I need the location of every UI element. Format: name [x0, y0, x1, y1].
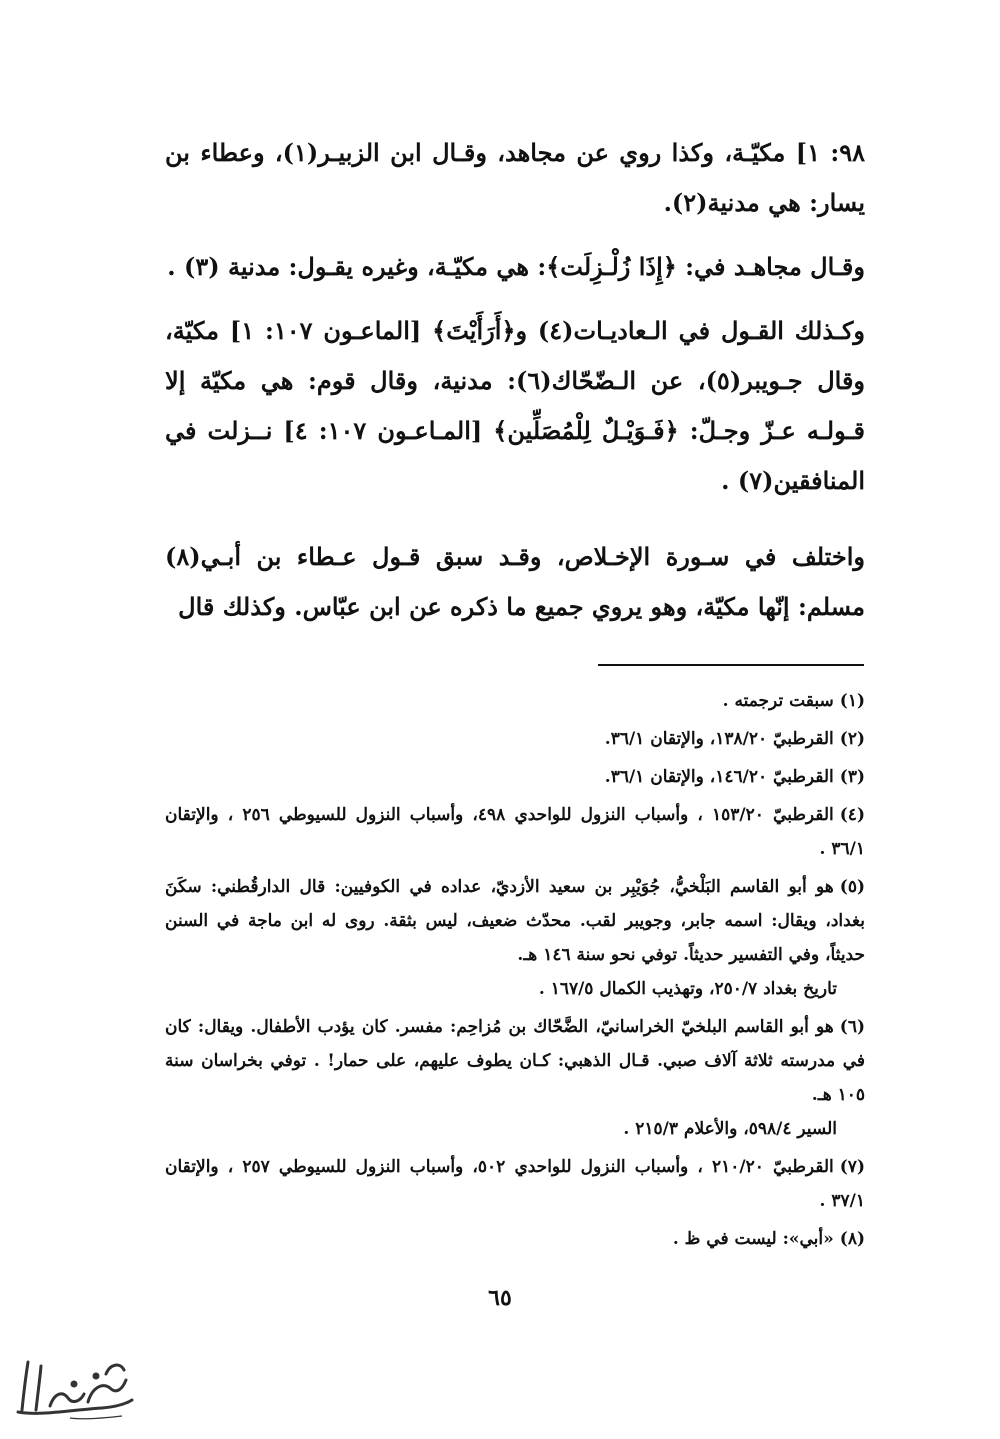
main-text: [165, 128, 865, 646]
footnote-6: [165, 1010, 865, 1146]
footnote-text: هو أبو القاسم البَلْخيُّ، جُوَيْبِر بن سعيد الأزديّ، عداده في الكوفيين: قال الدارقُطني: سكَنَ بغداد، ويقال: اسمه جابر، وجويبر لقب. محدّث ضعيف، ليس بثقة. روى له ابن ماجة في السنن حديثاً، وفي التفسير حديثاً. توفي نحو سنة ١٤٦ هـ.: [165, 877, 865, 965]
footnote-8: [165, 1222, 865, 1256]
footnote-text: «أبي»: ليست في ظ .: [672, 1229, 834, 1249]
footnote-text: سبقت ترجمته .: [722, 691, 834, 711]
footnote-number: (٨): [839, 1229, 865, 1249]
paragraph-1: ٩٨: ١] مكيّـة، وكذا روي عن مجاهد، وقـال ابن الزبيـر(١)، وعطاء بن يسار: هي مدنية(٢).: [165, 138, 865, 217]
footnote-text: القرطبيّ ١٤٦/٢٠، والإتقان ٣٦/١.: [604, 767, 834, 787]
footnote-text: القرطبيّ ٢١٠/٢٠ ، وأسباب النزول للواحدي ٥٠٢، وأسباب النزول للسيوطي ٢٥٧ ، والإتقان ٣٧/١ .: [165, 1157, 865, 1211]
footnote-number: (٧): [839, 1157, 865, 1177]
paragraph-2: وقـال مجاهـد في: ﴿إِذَا زُلْـزِلَت﴾: هي مكيّـة، وغيره يقـول: مدنية (٣) .: [167, 252, 865, 281]
footnote-separator: [598, 664, 864, 666]
paragraph-4: واختلف في سـورة الإخـلاص، وقـد سبق قـول عـطاء بن أبـي(٨) مسلم: إنّها مكيّة، وهو يروي جميع ما ذكره عن ابن عبّاس. وكذلك قال: [165, 542, 865, 621]
footnote-3: [165, 760, 865, 794]
footnote-source: تاريخ بغداد ٢٥٠/٧، وتهذيب الكمال ١٦٧/٥ .: [538, 979, 837, 999]
footnote-number: (٤): [839, 805, 865, 825]
footnote-source: السير ٥٩٨/٤، والأعلام ٢١٥/٣ .: [623, 1119, 837, 1139]
footnote-7: [165, 1150, 865, 1218]
footnote-1: [165, 684, 865, 718]
footnote-number: (٢): [839, 729, 865, 749]
page-number: ٦٥: [488, 1285, 512, 1311]
footnote-2: [165, 722, 865, 756]
footnote-text: هو أبو القاسم البلخيّ الخراسانيّ، الضَّحّاك بن مُزاحِم: مفسر. كان يؤدب الأطفال. ويقال: كان في مدرسته ثلاثة آلاف صبي. قـال الذهبي: كـان يطوف عليهم، على حمار! . توفي بخراسان سنة ١٠٥ هـ.: [165, 1017, 865, 1105]
footnote-number: (٣): [839, 767, 865, 787]
watermark-logo: [10, 1350, 140, 1422]
footnote-text: القرطبيّ ١٣٨/٢٠، والإتقان ٣٦/١.: [604, 729, 834, 749]
footnotes: [165, 684, 865, 1260]
footnote-5: [165, 870, 865, 1006]
paragraph-3: وكـذلك القـول في الـعاديـات(٤) و﴿أَرَأَيْتَ﴾ [الماعـون ١٠٧: ١] مكيّة، وقال جـويبر(٥)، عن الـضّحّاك(٦): مدنية، وقال قوم: هي مكيّة إلا قـولـه عـزّ وجـلّ: ﴿فَـوَيْـلٌ لِلْمُصَلِّين﴾ [المـاعـون ١٠٧: ٤] نــزلت في المنافقين(٧) .: [165, 316, 866, 495]
footnote-text: القرطبيّ ١٥٣/٢٠ ، وأسباب النزول للواحدي ٤٩٨، وأسباب النزول للسيوطي ٢٥٦ ، والإتقان ٣٦/١ .: [165, 805, 865, 859]
footnote-number: (١): [839, 691, 865, 711]
footnote-number: (٦): [839, 1017, 865, 1037]
footnote-number: (٥): [839, 877, 865, 897]
footnote-4: [165, 798, 865, 866]
